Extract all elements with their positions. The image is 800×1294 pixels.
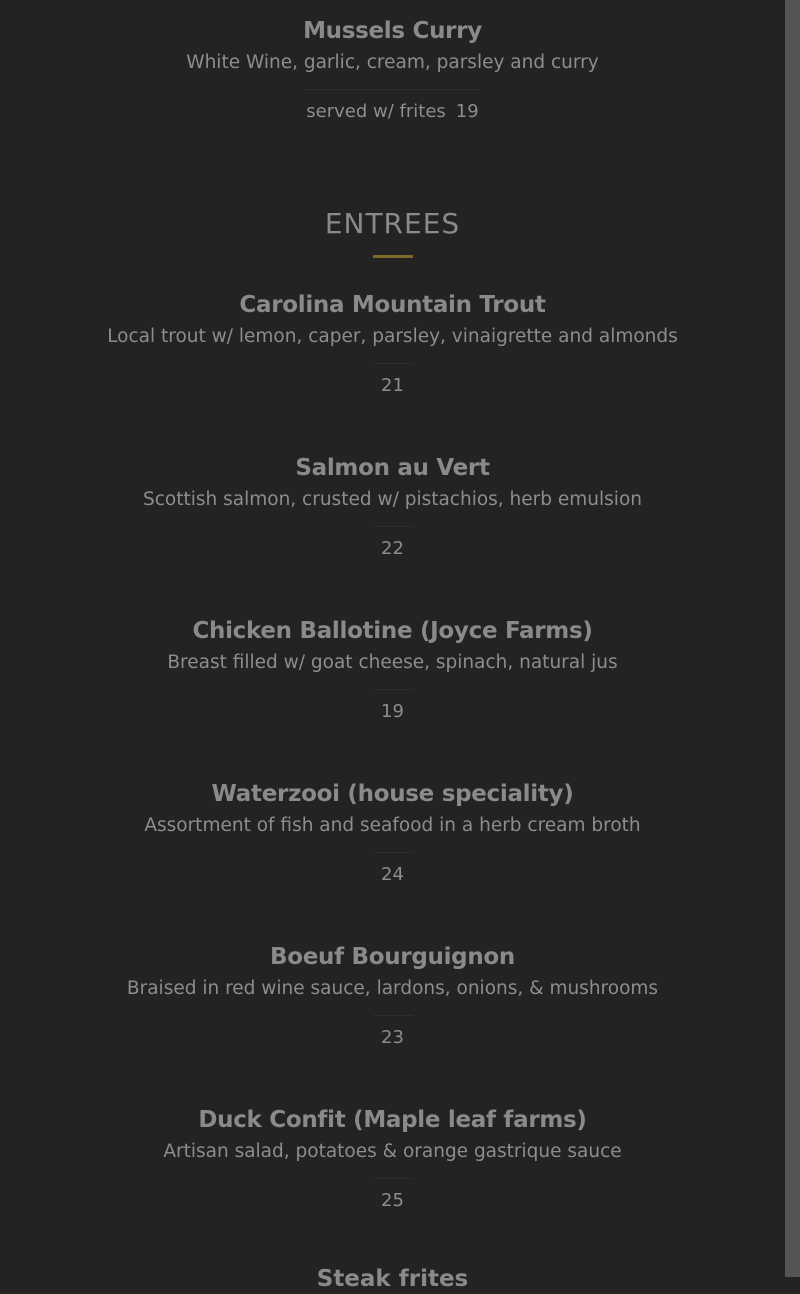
menu-item-mussels-curry bbox=[0, 16, 785, 125]
menu-item-name: Mussels Curry bbox=[303, 18, 482, 44]
menu-item-price: 25 bbox=[381, 1190, 404, 1211]
menu-item-description: White Wine, garlic, cream, parsley and curry bbox=[186, 52, 599, 73]
menu-item-divider bbox=[305, 89, 480, 90]
menu-item-price: 24 bbox=[381, 864, 404, 885]
menu-item-description: Assortment of fish and seafood in a herb cream broth bbox=[144, 815, 641, 836]
menu-item-name: Carolina Mountain Trout bbox=[239, 292, 546, 318]
menu-item-price: 23 bbox=[381, 1027, 404, 1048]
menu-item-note: served w/ frites bbox=[306, 101, 446, 122]
menu-item-name: Salmon au Vert bbox=[295, 455, 490, 481]
menu-item-price-row bbox=[0, 99, 785, 125]
menu-item bbox=[0, 453, 785, 562]
menu-item-divider bbox=[373, 689, 413, 690]
menu-item bbox=[0, 290, 785, 399]
menu-item-divider bbox=[373, 1178, 413, 1179]
menu-item-price: 22 bbox=[381, 538, 404, 559]
menu-item-price: 19 bbox=[455, 101, 479, 122]
menu-item-description: Artisan salad, potatoes & orange gastrique sauce bbox=[163, 1141, 622, 1162]
page-scrollbar[interactable] bbox=[785, 0, 800, 1277]
heading-accent-line bbox=[373, 255, 413, 258]
menu-item-description: Breast filled w/ goat cheese, spinach, natural jus bbox=[167, 652, 618, 673]
menu-item-name: Waterzooi (house speciality) bbox=[211, 781, 574, 807]
menu-item-name: Duck Confit (Maple leaf farms) bbox=[198, 1107, 587, 1133]
menu-item-divider bbox=[373, 526, 413, 527]
menu-item-description: Braised in red wine sauce, lardons, onions, & mushrooms bbox=[126, 978, 659, 999]
menu-item-divider bbox=[373, 363, 413, 364]
menu-item-divider bbox=[373, 1015, 413, 1016]
menu-item bbox=[0, 1105, 785, 1214]
menu-item-name: Chicken Ballotine (Joyce Farms) bbox=[192, 618, 593, 644]
menu-item bbox=[0, 942, 785, 1051]
menu-item bbox=[0, 616, 785, 725]
menu-item bbox=[0, 779, 785, 888]
section-heading-entrees: ENTREES bbox=[324, 207, 461, 240]
menu-item-description: Local trout w/ lemon, caper, parsley, vinaigrette and almonds bbox=[107, 326, 678, 347]
menu-item-price: 21 bbox=[381, 375, 404, 396]
menu-item-divider bbox=[373, 852, 413, 853]
menu-item-description: Scottish salmon, crusted w/ pistachios, herb emulsion bbox=[142, 489, 642, 510]
menu-item-name-cut-off: Steak frites bbox=[316, 1266, 469, 1292]
menu-item-price: 19 bbox=[381, 701, 404, 722]
menu-item-name: Boeuf Bourguignon bbox=[269, 944, 515, 970]
